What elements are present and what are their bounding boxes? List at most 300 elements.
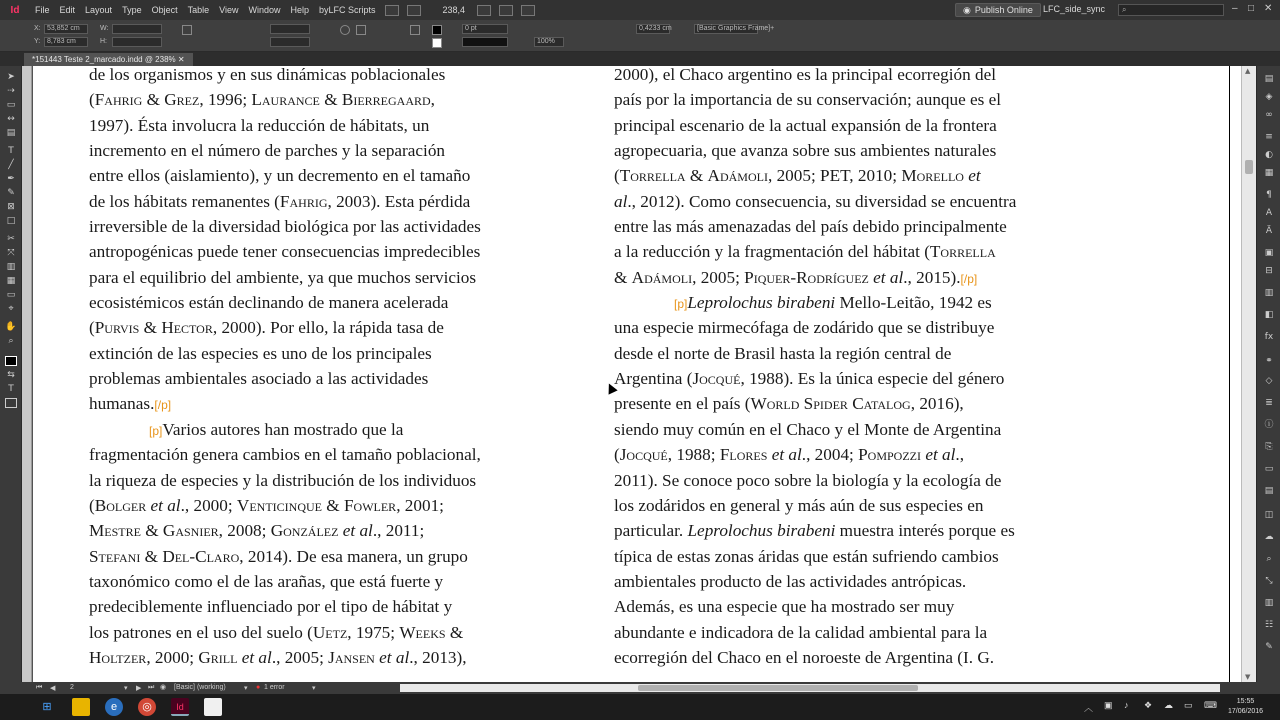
keyboard-icon[interactable]: ⌨ <box>1204 700 1217 710</box>
italic-text: et al <box>771 445 802 465</box>
layers-panel-icon[interactable]: ◈ <box>1265 92 1273 102</box>
text-line[interactable] <box>614 645 1016 670</box>
italic-text: et <box>968 166 981 186</box>
text-run: problemas ambientales asociado a las actividades <box>89 369 429 389</box>
text-line[interactable] <box>614 544 1016 569</box>
y-field[interactable]: 8,783 cm <box>44 37 88 47</box>
links-panel-icon[interactable]: ∞ <box>1265 110 1273 120</box>
text-run: , 1988; <box>667 445 720 465</box>
text-run: & <box>322 495 344 515</box>
author-name: World Spider Catalog <box>750 394 911 414</box>
text-line[interactable] <box>614 391 1016 416</box>
text-run: ., 2005; <box>271 647 329 667</box>
author-name: Pompozzi <box>858 445 922 465</box>
search-input[interactable] <box>1118 4 1224 16</box>
text-run: Varios autores han mostrado que la <box>162 419 404 439</box>
menu-object[interactable]: Object <box>151 5 178 15</box>
text-run: siendo muy común en el Chaco y el Monte de Argentina <box>614 419 1002 439</box>
text-line[interactable] <box>614 341 1016 366</box>
text-line[interactable] <box>89 468 481 493</box>
text-run: Además, es una especie que ha mostrado ser muy <box>614 597 955 617</box>
menu-view[interactable]: View <box>219 5 239 15</box>
horizontal-scroll-thumb[interactable] <box>638 685 918 691</box>
text-run: ( <box>89 90 95 110</box>
author-name: Stefani <box>89 546 141 566</box>
text-line[interactable] <box>89 645 481 670</box>
zoom-tool-icon[interactable]: ⌕ <box>8 336 14 346</box>
text-line[interactable] <box>89 214 481 239</box>
w-field[interactable] <box>112 24 162 34</box>
text-run: & <box>140 546 163 566</box>
indesign-taskbar-icon[interactable]: Id <box>171 698 189 716</box>
text-run: de los organismos y en sus dinámicas poblacionales <box>89 65 446 84</box>
glyphs-panel-icon[interactable]: Ä <box>1265 226 1273 236</box>
color-panel-icon[interactable]: ◐ <box>1265 150 1273 160</box>
dimension-field[interactable]: 0,4233 cm <box>636 24 670 34</box>
w-label: W: <box>100 25 109 32</box>
rectangle-frame-tool-icon[interactable]: ⊠ <box>7 202 15 212</box>
text-line[interactable] <box>89 113 481 138</box>
author-name: Del-Claro <box>162 546 240 566</box>
text-run: predeciblemente influenciado por el tipo de hábitat y <box>89 597 453 617</box>
text-run: 1997). Ésta involucra la reducción de hábitats, un <box>89 115 430 135</box>
scripts-panel-icon[interactable]: ⎘ <box>1265 442 1273 452</box>
flip-icon[interactable] <box>410 25 420 35</box>
text-line[interactable] <box>614 569 1016 594</box>
italic-text: et al <box>150 495 181 515</box>
gradient-tool-icon[interactable]: ▥ <box>6 262 16 272</box>
status-bar <box>0 682 1280 694</box>
y-label: Y: <box>34 38 41 45</box>
author-name: Mestre <box>89 521 141 541</box>
text-run: a la reducción y la fragmentación del hábitat ( <box>614 242 930 262</box>
text-wrap-icon[interactable]: ▣ <box>1264 248 1274 258</box>
text-line[interactable] <box>89 265 481 290</box>
pencil-tool-icon[interactable]: ✎ <box>7 188 15 198</box>
italic-text: et al <box>873 267 904 287</box>
text-run: , 1975; <box>347 622 400 642</box>
notes-panel-icon[interactable]: ✎ <box>1265 642 1273 652</box>
text-column-left[interactable] <box>89 62 481 670</box>
publish-online-button[interactable] <box>955 3 1041 17</box>
formatting-affects-text-icon[interactable]: T <box>8 384 14 394</box>
x-field[interactable]: 53,852 cm <box>44 24 88 34</box>
italic-text: et al <box>379 647 410 667</box>
text-line[interactable] <box>89 493 481 518</box>
text-run: & <box>445 622 464 642</box>
object-styles-icon[interactable]: ◫ <box>1264 510 1274 520</box>
file-explorer-icon[interactable] <box>72 698 90 716</box>
text-run: 2000), el Chaco argentino es la principal ecorregión del <box>614 65 996 84</box>
author-name: Fahrig <box>279 191 328 211</box>
text-line[interactable] <box>89 290 481 315</box>
direct-selection-tool-icon[interactable]: ⇢ <box>7 86 15 96</box>
text-run: , 1988). Es la única especie del género <box>740 369 1005 389</box>
text-run: incremento en el número de parches y la separación <box>89 141 446 161</box>
close-icon[interactable]: ✕ <box>1264 3 1273 14</box>
fill-color-icon[interactable] <box>5 356 17 366</box>
text-line[interactable] <box>89 163 481 188</box>
search-icon: ⌕ <box>1122 5 1127 14</box>
author-name: Jocqué <box>692 369 741 389</box>
align-panel-icon[interactable]: ⊟ <box>1265 266 1273 276</box>
transform-panel-icon[interactable]: ⤡ <box>1265 576 1273 586</box>
text-run: ( <box>614 445 620 465</box>
text-run: ., 2000; <box>180 495 237 515</box>
paragraph-styles-icon[interactable]: ¶ <box>1266 190 1272 200</box>
italic-text: et al <box>925 445 956 465</box>
volume-icon[interactable]: ♪ <box>1124 700 1129 710</box>
control-panel <box>0 20 1280 52</box>
text-run: taxonómico como el de las arañas, que está fuerte y <box>89 571 444 591</box>
author-name: Fowler <box>343 495 397 515</box>
table-panel-icon[interactable]: ▥ <box>1264 288 1274 298</box>
taskbar-clock[interactable] <box>1228 697 1263 717</box>
swap-colors-icon[interactable]: ⇆ <box>7 370 15 380</box>
text-line[interactable] <box>614 290 1016 315</box>
author-name: Jansen <box>328 647 375 667</box>
text-line[interactable] <box>89 315 481 340</box>
pen-tool-icon[interactable]: ✒ <box>7 174 15 184</box>
scissors-tool-icon[interactable]: ✂ <box>7 234 15 244</box>
text-run: presente en el país ( <box>614 394 751 414</box>
author-name: Venticinque <box>236 495 322 515</box>
error-icon: ● <box>256 684 261 691</box>
last-page-icon[interactable]: ⏭ <box>148 684 155 691</box>
error-count[interactable]: 1 error <box>264 684 285 691</box>
author-name: Adámoli <box>631 267 693 287</box>
italic-text: et al <box>342 521 373 541</box>
text-line[interactable] <box>614 468 1016 493</box>
gap-tool-icon[interactable]: ↔ <box>7 114 15 124</box>
author-name: Adámoli <box>707 166 768 186</box>
author-name: Torrella <box>929 242 996 262</box>
text-line[interactable] <box>614 214 1016 239</box>
zoom-level[interactable]: 238,4 <box>442 5 466 15</box>
text-line[interactable] <box>614 594 1016 619</box>
text-run: , 2016), <box>910 394 964 414</box>
attributes-panel-icon[interactable]: ☷ <box>1264 620 1274 630</box>
text-line[interactable] <box>614 239 1016 264</box>
stroke-type-dropdown[interactable] <box>462 37 508 47</box>
vertical-ruler[interactable] <box>22 66 32 682</box>
notepad-icon[interactable] <box>204 698 222 716</box>
selection-tool-icon[interactable]: ➤ <box>7 72 15 82</box>
fill-swatch-icon[interactable] <box>432 25 442 35</box>
text-run: , 2014). De esa manera, un grupo <box>239 546 468 566</box>
structure-tag-marker[interactable]: [p] <box>149 423 163 438</box>
rotate-icon[interactable] <box>340 25 350 35</box>
screen-mode-icon[interactable] <box>5 398 17 408</box>
cc-libraries-icon[interactable]: ☁ <box>1264 532 1274 542</box>
eyedropper-tool-icon[interactable]: ⌖ <box>8 304 14 314</box>
preflight-status-icon[interactable]: ◉ <box>160 684 167 691</box>
character-styles-icon[interactable]: A <box>1265 208 1273 218</box>
text-line[interactable] <box>89 417 481 442</box>
text-run: ., 2015). <box>903 267 961 287</box>
text-run: & <box>139 318 162 338</box>
note-tool-icon[interactable]: ▭ <box>6 290 16 300</box>
horizontal-scrollbar[interactable] <box>400 684 1220 692</box>
tools-panel <box>0 66 22 686</box>
h-field[interactable] <box>112 37 162 47</box>
text-run: país por la importancia de su conservación; aunque es el <box>614 90 1002 110</box>
author-name: Bolger <box>94 495 147 515</box>
tray-up-icon[interactable]: ︿ <box>1084 703 1094 713</box>
author-name: Piquer-Rodríguez <box>744 267 869 287</box>
structure-panel-icon[interactable]: ≣ <box>1265 398 1273 408</box>
text-run: , 2005; PET, 2010; <box>767 166 902 186</box>
author-name: Flores <box>719 445 768 465</box>
text-run: , 2003). Esta pérdida <box>327 191 471 211</box>
text-line[interactable] <box>89 138 481 163</box>
hyperlinks-icon[interactable]: ⚭ <box>1265 356 1273 366</box>
text-run: ., <box>955 445 964 465</box>
text-run: para el equilibrio del ambiente, ya que muchos servicios <box>89 267 477 287</box>
author-name: Jocqué <box>619 445 668 465</box>
text-run: irreversible de la diversidad biológica por las actividades <box>89 217 481 237</box>
text-run: , 2000; <box>146 647 199 667</box>
text-run: ., 2011; <box>372 521 425 541</box>
text-run: extinción de las especies es uno de los principales <box>89 343 432 363</box>
stock-icon[interactable] <box>407 5 421 16</box>
text-line[interactable] <box>89 518 481 543</box>
italic-text: et al <box>241 647 272 667</box>
gradient-feather-tool-icon[interactable]: ▦ <box>6 276 16 286</box>
text-run: , 2001; <box>396 495 444 515</box>
page-tool-icon[interactable]: ▭ <box>6 100 16 110</box>
text-line[interactable] <box>89 239 481 264</box>
text-line[interactable] <box>614 620 1016 645</box>
text-line[interactable] <box>614 87 1016 112</box>
text-run: la riqueza de especies y la distribución de los individuos <box>89 470 477 490</box>
text-run: abundante e indicadora de la calidad ambiental para la <box>614 622 988 642</box>
menu-layout[interactable]: Layout <box>85 5 113 15</box>
first-page-icon[interactable]: ⏮ <box>36 684 43 691</box>
page-number-field[interactable]: 2 <box>70 684 74 691</box>
menu-type[interactable]: Type <box>122 5 142 15</box>
menu-edit[interactable]: Edit <box>59 5 76 15</box>
text-run: agropecuaria, que avanza sobre sus ambientes naturales <box>614 141 997 161</box>
stroke-swatch-icon[interactable] <box>432 38 442 48</box>
rectangle-tool-icon[interactable]: □ <box>6 216 16 226</box>
author-name: Holtzer <box>89 647 147 667</box>
text-run: desde el norte de Brasil hasta la región central de <box>614 343 952 363</box>
maximize-icon[interactable]: □ <box>1248 3 1255 14</box>
text-line[interactable] <box>614 417 1016 442</box>
menu-help[interactable]: Help <box>290 5 309 15</box>
text-run: ( <box>614 166 620 186</box>
menu-scripts[interactable]: byLFC Scripts <box>319 5 376 15</box>
italic-text: al <box>614 191 628 211</box>
text-line[interactable] <box>89 594 481 619</box>
clock-time: 15:55 <box>1236 698 1255 705</box>
italic-text: Leprolochus birabeni <box>687 293 836 313</box>
stroke-weight-field[interactable]: 0 pt <box>462 24 508 34</box>
text-line[interactable] <box>614 62 1016 87</box>
text-run: Mello-Leitão, 1942 es <box>835 293 992 313</box>
author-name: Grez <box>164 90 200 110</box>
menu-file[interactable]: File <box>35 5 50 15</box>
error-dropdown-icon[interactable]: ▾ <box>312 685 316 692</box>
gradient-panel-icon[interactable]: ▥ <box>1264 598 1274 608</box>
windows-start-icon[interactable]: ⊞ <box>42 701 52 713</box>
text-run: & <box>142 90 165 110</box>
structure-tag-marker[interactable]: [p] <box>674 297 688 312</box>
shear-icon[interactable] <box>356 25 366 35</box>
author-name: Weeks <box>399 622 446 642</box>
vertical-scrollbar[interactable] <box>1241 66 1256 682</box>
minimize-icon[interactable]: – <box>1232 3 1238 14</box>
arrange-documents-icon[interactable] <box>521 5 535 16</box>
author-name: Fahrig <box>94 90 143 110</box>
scroll-down-icon[interactable]: ▼ <box>1245 673 1251 681</box>
text-line[interactable] <box>614 366 1016 391</box>
text-run: ( <box>89 495 95 515</box>
menu-window[interactable]: Window <box>248 5 281 15</box>
text-run: entre las más amenazadas del país debido principalmente <box>614 217 1007 237</box>
text-line[interactable] <box>614 265 1016 290</box>
tags-panel-icon[interactable]: ◇ <box>1265 376 1273 386</box>
network-icon[interactable]: ▣ <box>1104 700 1113 710</box>
text-run: los zodáridos en general y más aún de sus especies en <box>614 495 984 515</box>
text-run: ., 2013), <box>409 647 467 667</box>
text-run: ., 2012). Como consecuencia, su diversidad se encuentra <box>627 191 1017 211</box>
text-run: de los hábitats remanentes ( <box>89 191 280 211</box>
hand-tool-icon[interactable]: ✋ <box>5 322 17 332</box>
text-run: Argentina ( <box>614 369 693 389</box>
author-name: Gasnier <box>162 521 219 541</box>
text-line[interactable] <box>89 189 481 214</box>
text-line[interactable] <box>89 391 481 416</box>
scroll-up-icon[interactable]: ▲ <box>1245 67 1251 75</box>
preflight-profile[interactable]: [Basic] (working) <box>174 684 226 691</box>
globe-icon: ◉ <box>963 4 971 15</box>
pages-panel-icon[interactable]: ▤ <box>1264 74 1274 84</box>
text-line[interactable] <box>89 366 481 391</box>
object-style-dropdown[interactable]: [Basic Graphics Frame]+ <box>694 24 758 34</box>
structure-tag-marker[interactable]: [/p] <box>960 271 978 286</box>
clock-date: 17/06/2016 <box>1228 708 1264 715</box>
battery-icon[interactable]: ▭ <box>1184 700 1193 710</box>
onedrive-icon[interactable]: ☁ <box>1164 700 1173 710</box>
text-line[interactable] <box>614 315 1016 340</box>
dropbox-icon[interactable]: ❖ <box>1144 700 1153 710</box>
text-run: & <box>319 90 342 110</box>
chrome-browser-icon[interactable]: ◎ <box>138 698 156 716</box>
close-tab-icon[interactable]: ✕ <box>177 55 185 64</box>
author-name: Uetz <box>312 622 348 642</box>
text-run: & <box>140 521 163 541</box>
effects-panel-icon[interactable]: fx <box>1264 332 1274 342</box>
stroke-panel-icon[interactable]: ≡ <box>1265 132 1273 142</box>
text-run: los patrones en el uso del suelo ( <box>89 622 313 642</box>
swatches-panel-icon[interactable]: ▦ <box>1264 168 1274 178</box>
bridge-icon[interactable] <box>385 5 399 16</box>
text-line[interactable] <box>89 62 481 87</box>
free-transform-tool-icon[interactable]: ⤧ <box>7 248 15 258</box>
view-options-icon[interactable] <box>477 5 491 16</box>
text-run: ecorregión del Chaco en el noroeste de Argentina (I. G. <box>614 647 995 667</box>
menu-bar <box>0 0 1280 20</box>
document-tab-title: *151443 Teste 2_marcado.indd @ 238% <box>32 55 176 64</box>
text-line[interactable] <box>89 87 481 112</box>
text-run: entre ellos (aislamiento), y un decremento en el tamaño <box>89 166 471 186</box>
text-run: ecosistémicos están declinando de manera acelerada <box>89 293 449 313</box>
structure-tag-marker[interactable]: [/p] <box>154 398 172 413</box>
author-name: Purvis <box>94 318 140 338</box>
text-line[interactable] <box>614 493 1016 518</box>
reference-point-icon[interactable] <box>182 25 192 35</box>
text-line[interactable] <box>89 569 481 594</box>
text-run: antropogénicas puede tener consecuencias impredecibles <box>89 242 481 262</box>
text-run: , 2005; <box>692 267 745 287</box>
text-run: , 2000). Por ello, la rápida tasa de <box>212 318 444 338</box>
text-run: fragmentación genera cambios en el tamaño poblacional, <box>89 445 481 465</box>
line-tool-icon[interactable]: ╱ <box>8 160 14 170</box>
text-run: & <box>685 166 708 186</box>
find-change-icon[interactable]: ⌕ <box>1266 554 1272 564</box>
workspace-switcher[interactable]: LFC_side_sync <box>1043 4 1106 14</box>
text-line[interactable] <box>614 163 1016 188</box>
preflight-dropdown-icon[interactable]: ▾ <box>244 685 248 692</box>
vertical-scroll-thumb[interactable] <box>1245 160 1253 174</box>
text-run: ambientales producto de las actividades antrópicas. <box>614 571 967 591</box>
info-panel-icon[interactable]: ⓘ <box>1264 420 1274 430</box>
text-run: particular. <box>614 521 688 541</box>
author-name: Laurance <box>251 90 320 110</box>
previous-page-icon[interactable]: ◀ <box>50 685 56 692</box>
h-label: H: <box>100 38 107 45</box>
text-line[interactable] <box>614 442 1016 467</box>
library-panel-icon[interactable]: ▤ <box>1264 486 1274 496</box>
text-run: , 1996; <box>199 90 252 110</box>
italic-text: Leprolochus birabeni <box>687 521 836 541</box>
scale-y-field[interactable] <box>270 37 310 47</box>
text-run: , <box>430 90 435 110</box>
text-line[interactable] <box>614 518 1016 543</box>
text-run: 2011). Se conoce poco sobre la biología y la ecología de <box>614 470 1002 490</box>
text-line[interactable] <box>614 113 1016 138</box>
text-column-right[interactable] <box>614 62 1016 670</box>
next-page-icon[interactable]: ▶ <box>136 685 142 692</box>
text-line[interactable] <box>89 442 481 467</box>
author-name: Torrella <box>619 166 686 186</box>
scale-x-field[interactable] <box>270 24 310 34</box>
author-name: Bierregaard <box>341 90 431 110</box>
text-line[interactable] <box>89 341 481 366</box>
page-dropdown-icon[interactable]: ▾ <box>124 685 128 692</box>
opacity-field[interactable]: 100% <box>534 37 564 47</box>
publish-online-label: Publish Online <box>974 5 1033 15</box>
document-page[interactable] <box>33 66 1241 682</box>
text-line[interactable] <box>614 189 1016 214</box>
text-run: , 2008; <box>218 521 271 541</box>
pathfinder-icon[interactable]: ◧ <box>1264 310 1274 320</box>
text-line[interactable] <box>614 138 1016 163</box>
content-collector-icon[interactable]: ▤ <box>6 128 16 138</box>
menu-table[interactable]: Table <box>187 5 210 15</box>
articles-panel-icon[interactable]: ▭ <box>1264 464 1274 474</box>
text-line[interactable] <box>89 620 481 645</box>
text-run: principal escenario de la actual expansión de la frontera <box>614 115 997 135</box>
screen-mode-icon[interactable] <box>499 5 513 16</box>
text-line[interactable] <box>89 544 481 569</box>
ie-browser-icon[interactable]: e <box>105 698 123 716</box>
text-run: una especie mirmecófaga de zodárido que se distribuye <box>614 318 995 338</box>
author-name: Hector <box>161 318 213 338</box>
type-tool-icon[interactable]: T <box>8 146 14 156</box>
